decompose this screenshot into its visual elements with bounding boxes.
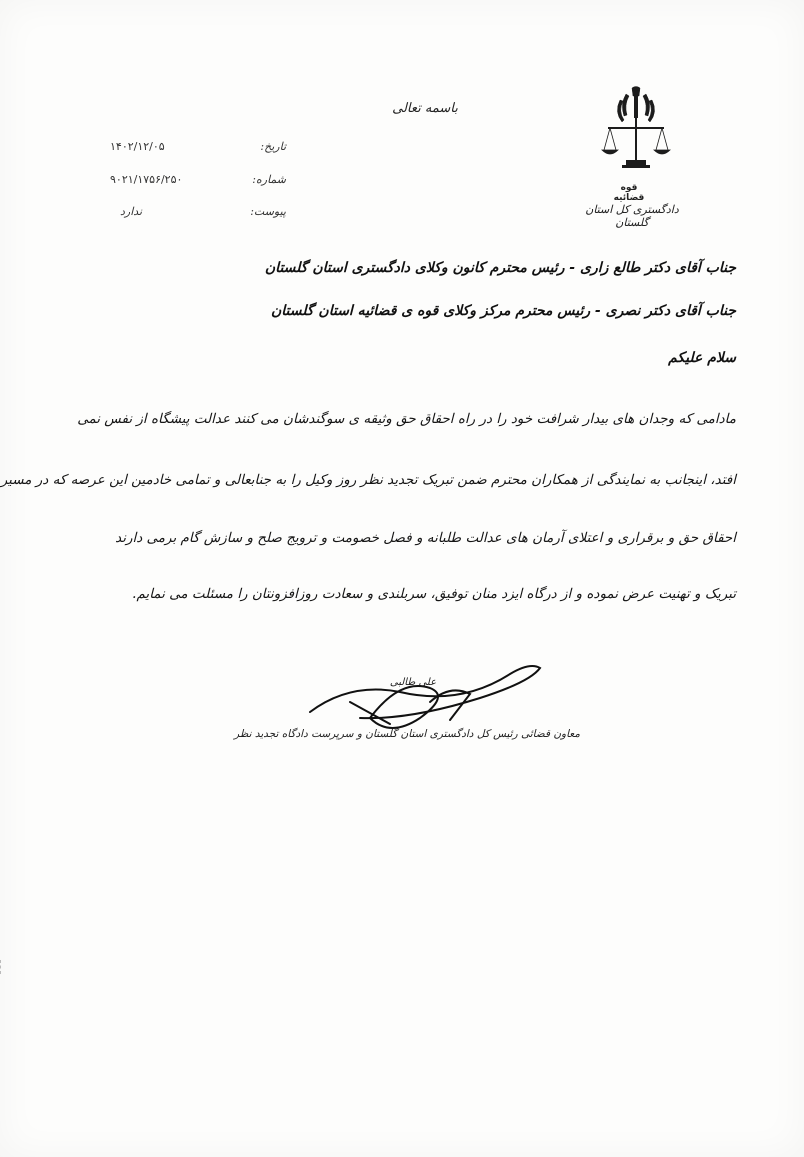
organization-label: قوه قضائیه <box>613 183 645 203</box>
date-label: تاریخ: <box>260 140 286 153</box>
signer-name: علی طالبی <box>389 677 437 688</box>
date-value: ۱۴۰۲/۱۲/۰۵ <box>110 140 165 153</box>
body-text-line: افتد، اینجانب به نمایندگی از همکاران محترم ضمن تبریک تجدید نظر روز وکیل را به جنابعالی و تمامی خادمین این عرصه که در مسیر <box>0 472 736 488</box>
attachment-value: ندارد <box>120 205 143 218</box>
body-text-line: مادامی که وجدان های بیدار شرافت خود را در راه احقاق حق وثیقه ی سوگندشان می کنند عدالت پیشگاه از نفس نمی <box>77 411 736 427</box>
judiciary-emblem-icon <box>596 84 676 194</box>
opening-invocation: باسمه تعالی <box>392 101 458 116</box>
greeting: سلام علیکم <box>668 350 736 366</box>
attachment-label: پیوست: <box>250 205 286 218</box>
number-value: ۹۰۲۱/۱۷۵۶/۲۵۰ <box>110 173 183 186</box>
body-text-line: تبریک و تهنیت عرض نموده و از درگاه ایزد منان توفیق، سربلندی و سعادت روزافزونتان را مسئلت می نمایم. <box>132 586 736 602</box>
addressee-line: جناب آقای دکتر طالع زاری - رئیس محترم کانون وکلای دادگستری استان گلستان <box>264 260 736 276</box>
organization-subtitle: دادگستری کل استان گلستان <box>585 203 679 229</box>
body-text-line: احقاق حق و برقراری و اعتلای آرمان های عدالت طلبانه و فصل خصومت و ترویج صلح و سازش گام برمی دارند <box>115 530 736 546</box>
number-label: شماره: <box>252 173 286 186</box>
addressee-line: جناب آقای دکتر نصری - رئیس محترم مرکز وکلای قوه ی قضائیه استان گلستان <box>270 303 736 319</box>
signer-title: معاون قضائی رئیس کل دادگستری استان گلستان و سرپرست دادگاه تجدید نظر <box>234 728 580 740</box>
scan-margin-mark <box>0 960 3 974</box>
